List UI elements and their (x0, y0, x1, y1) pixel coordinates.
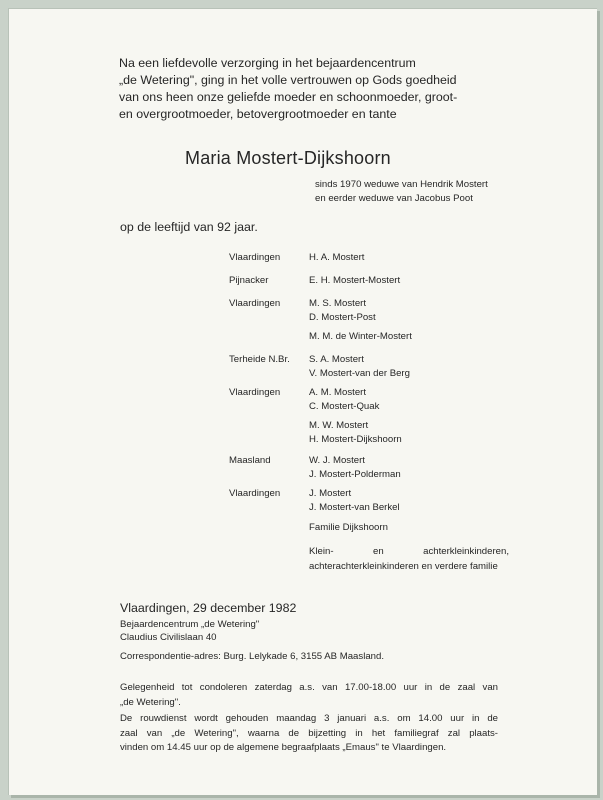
service-line: vinden om 14.45 uur op de algemene begraafplaats „Emaus" te Vlaardingen. (120, 742, 447, 753)
family-name: H. Mostert-Dijkshoorn (309, 434, 402, 445)
age-line: op de leeftijd van 92 jaar. (120, 220, 258, 234)
intro-line: „de Wetering", ging in het volle vertrouwen op Gods goedheid (119, 73, 457, 87)
intro-line: en overgrootmoeder, betovergrootmoeder en tante (119, 107, 397, 121)
service-line: De rouwdienst wordt gehouden maandag 3 januari a.s. om 14.00 uur in de (120, 713, 498, 724)
family-name: D. Mostert-Post (309, 312, 376, 323)
widow-note (315, 178, 488, 206)
family-place: Vlaardingen (229, 252, 281, 263)
family-name: E. H. Mostert-Mostert (309, 275, 401, 286)
family-place: Pijnacker (229, 275, 269, 286)
address-line: Claudius Civilislaan 40 (120, 632, 217, 643)
address-line: Bejaardencentrum „de Wetering" (120, 619, 260, 630)
family-name: M. W. Mostert (309, 420, 369, 431)
widow-line: sinds 1970 weduwe van Hendrik Mostert (315, 179, 488, 190)
service-line: zaal van „de Wetering", waarna de bijzetting in het familiegraf zal plaats- (120, 727, 498, 739)
family-place: Vlaardingen (229, 488, 281, 499)
family-name: V. Mostert-van der Berg (309, 368, 410, 379)
deceased-name: Maria Mostert-Dijkshoorn (185, 148, 391, 168)
family-name: J. Mostert-Polderman (309, 469, 401, 480)
family-name: M. S. Mostert (309, 298, 367, 309)
family-name: J. Mostert (309, 488, 352, 499)
family-note: Klein- en achterkleinkinderen, achterachterkleinkinderen en verdere familie (309, 546, 509, 572)
condolence-paragraph (120, 681, 498, 710)
intro-text (119, 55, 539, 123)
family-name: M. M. de Winter-Mostert (309, 331, 412, 342)
family-name: S. A. Mostert (309, 354, 364, 365)
family-place: Vlaardingen (229, 387, 281, 398)
funeral-card (8, 8, 597, 795)
intro-line: Na een liefdevolle verzorging in het bejaardencentrum (119, 56, 416, 70)
family-name: W. J. Mostert (309, 455, 365, 466)
family-place: Vlaardingen (229, 298, 281, 309)
service-paragraph (120, 712, 498, 756)
intro-line: van ons heen onze geliefde moeder en schoonmoeder, groot- (119, 90, 458, 104)
condolence-line: „de Wetering". (120, 696, 181, 708)
family-place: Maasland (229, 455, 271, 466)
family-name: H. A. Mostert (309, 252, 365, 263)
place-date: Vlaardingen, 29 december 1982 (120, 601, 297, 615)
condolence-line: Gelegenheid tot condoleren zaterdag a.s. van 17.00-18.00 uur in de zaal van (120, 682, 498, 693)
family-name: C. Mostert-Quak (309, 401, 380, 412)
widow-line: en eerder weduwe van Jacobus Poot (315, 193, 473, 204)
correspondence-address: Correspondentie-adres: Burg. Lelykade 6, 3155 AB Maasland. (120, 651, 384, 662)
family-name: A. M. Mostert (309, 387, 367, 398)
family-place: Terheide N.Br. (229, 354, 290, 365)
family-name: J. Mostert-van Berkel (309, 502, 400, 513)
family-name: Familie Dijkshoorn (309, 522, 388, 533)
